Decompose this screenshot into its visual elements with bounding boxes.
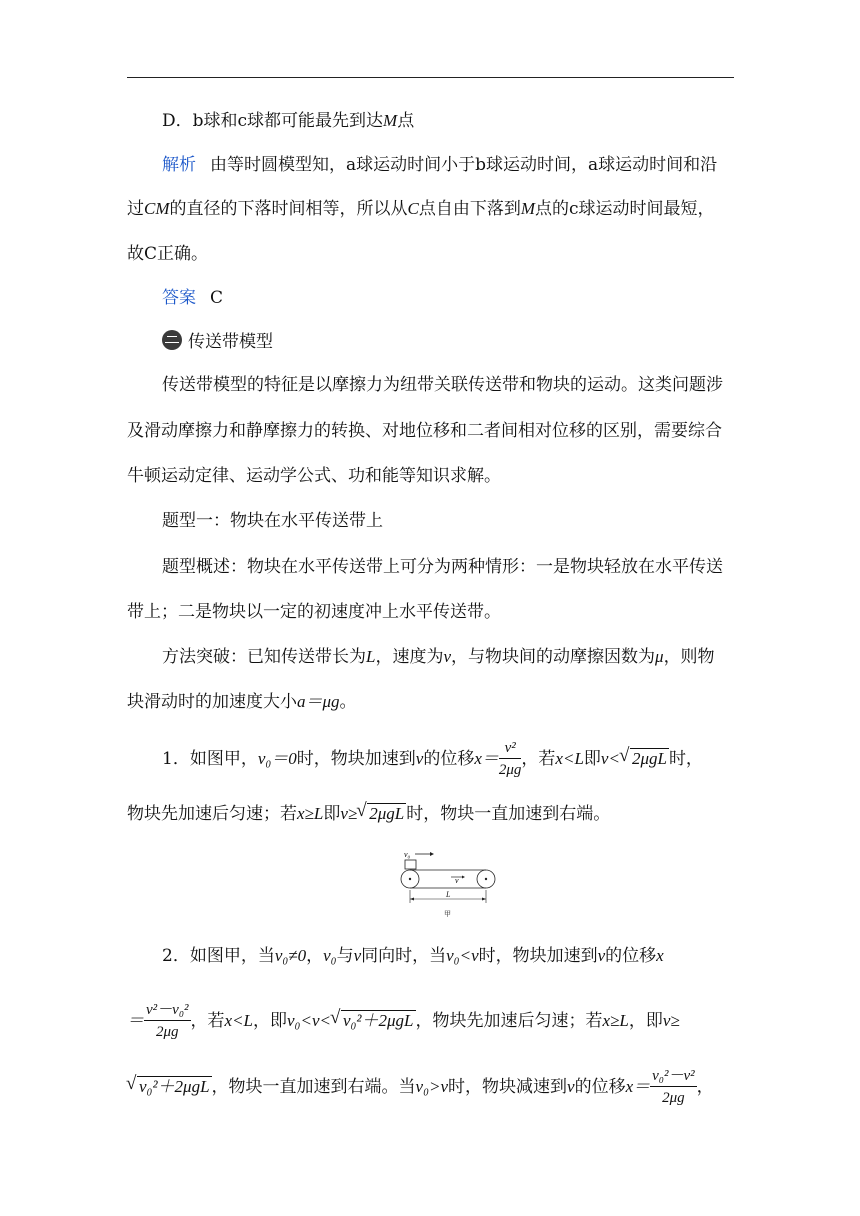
para-text: ，若 <box>190 1011 225 1031</box>
para-text: 即 <box>583 749 601 769</box>
para-var: v <box>415 749 424 768</box>
method-text: ，与物块间的动摩擦因数为 <box>451 647 656 667</box>
figure-label-L: L <box>446 890 451 899</box>
para-formula: x≥L <box>602 1011 629 1030</box>
para-formula: x≥L <box>297 804 324 823</box>
analysis-var: M <box>520 199 536 218</box>
analysis-var: C <box>407 199 419 218</box>
method-var: μ <box>655 647 664 666</box>
analysis-text: 的直径的下落时间相等，所以从 <box>169 199 408 219</box>
header-rule <box>127 77 734 78</box>
fraction-denominator: 2μg <box>498 762 522 778</box>
para-formula: x<L <box>224 1011 254 1030</box>
para-text: 与 <box>336 946 354 966</box>
para-text: ，物块先加速后匀速；若 <box>415 1011 603 1031</box>
analysis-label: 解析 <box>162 155 196 175</box>
para-text: 时，物块加速到 <box>296 749 416 769</box>
para-formula: v₀>v <box>415 1077 449 1096</box>
para-formula: v≥ <box>340 804 358 823</box>
para-text: 2．如图甲，当 <box>162 946 275 966</box>
square-root: √ v₀²＋2μgL <box>137 1076 212 1097</box>
answer-line <box>162 286 223 310</box>
block <box>405 860 416 869</box>
para-text: 物块先加速后匀速；若 <box>127 804 297 824</box>
para2-line-3 <box>127 1066 714 1109</box>
dim-arrow-left <box>410 898 414 901</box>
para-var: v <box>567 1077 575 1096</box>
para-formula: x＝ <box>625 1077 651 1096</box>
option-d <box>162 109 414 133</box>
para-formula: v₀<v< <box>287 1011 331 1030</box>
para-text: 1．如图甲， <box>162 749 258 769</box>
para-text: 即 <box>323 804 341 824</box>
method-text: 块滑动时的加速度大小 <box>127 692 297 712</box>
para2-line-1 <box>162 944 664 968</box>
method-text: ，速度为 <box>375 647 444 667</box>
para-formula: v₀<v <box>446 946 479 965</box>
fraction-denominator: 2μg <box>156 1024 179 1040</box>
para-text: 时，物块一直加速到右端。 <box>406 804 611 824</box>
fraction-numerator: v²－v₀² <box>144 1000 191 1021</box>
square-root: √ v₀²＋2μgL <box>341 1010 416 1031</box>
fraction <box>144 1000 191 1043</box>
para-text: 的位移 <box>605 946 657 966</box>
para-text: ， <box>696 1077 714 1097</box>
para-text: ，即 <box>253 1011 288 1031</box>
para-text: ， <box>306 946 324 966</box>
type-heading: 题型一：物块在水平传送带上 <box>162 511 383 531</box>
analysis-text: 点的c球运动时间最短， <box>535 199 715 219</box>
analysis-text: 过 <box>127 199 144 219</box>
analysis-line-3: 故C正确。 <box>127 244 209 264</box>
intro-line-1: 传送带模型的特征是以摩擦力为纽带关联传送带和物块的运动。这类问题涉 <box>162 375 723 395</box>
para-formula: v₀≠0 <box>274 946 307 965</box>
para-formula: v≥ <box>662 1011 680 1030</box>
option-d-var: M <box>383 111 398 130</box>
section-heading <box>162 330 273 354</box>
left-axle <box>409 878 411 880</box>
para-formula: x＝ <box>474 749 499 768</box>
analysis-text: 点自由下落到 <box>418 199 521 219</box>
section-number-icon <box>162 330 182 350</box>
overview-line-2: 带上；二是物块以一定的初速度冲上水平传送带。 <box>127 602 501 622</box>
method-var: v <box>443 647 452 666</box>
method-line-2 <box>127 690 357 714</box>
fraction <box>650 1066 697 1109</box>
v-arrowhead <box>462 876 465 879</box>
para-text: 的位移 <box>423 749 475 769</box>
section-title: 传送带模型 <box>188 332 273 352</box>
analysis-line-2 <box>127 197 715 221</box>
conveyor-figure <box>398 849 498 925</box>
para-text: 的位移 <box>574 1077 626 1097</box>
fraction-denominator: 2μg <box>662 1090 685 1106</box>
method-line-1 <box>162 645 715 669</box>
para-var: v <box>597 946 606 965</box>
para-formula: x<L <box>555 749 584 768</box>
option-d-tail: 点 <box>397 111 415 131</box>
para-text: ，即 <box>628 1011 663 1031</box>
v0-arrowhead <box>430 852 434 856</box>
fraction-numerator: v₀²－v² <box>650 1066 697 1087</box>
figure-label-v: v <box>455 876 459 885</box>
answer-label: 答案 <box>162 288 196 308</box>
method-var: L <box>366 647 376 666</box>
method-text: ，则物 <box>663 647 715 667</box>
para-var: x <box>656 946 664 965</box>
option-d-text: D．b球和c球都可能最先到达 <box>162 111 384 131</box>
para-text: 时， <box>668 749 703 769</box>
square-root: √ 2μgL <box>367 803 406 824</box>
para-formula: ＝ <box>127 1011 144 1030</box>
fraction-numerator: v² <box>499 738 522 759</box>
right-axle <box>485 878 487 880</box>
analysis-var: CM <box>144 199 170 218</box>
method-text: 。 <box>339 692 357 712</box>
figure-caption: 甲 <box>444 910 451 918</box>
para-var: v₀ <box>323 946 337 965</box>
method-text: 方法突破：已知传送带长为 <box>162 647 366 667</box>
para-var: v <box>353 946 362 965</box>
para-formula: v₀＝0 <box>257 749 297 768</box>
para-text: ，物块一直加速到右端。当 <box>211 1077 416 1097</box>
para2-line-2 <box>127 1000 680 1043</box>
para-text: 时，物块加速到 <box>478 946 598 966</box>
analysis-line-1 <box>162 153 717 177</box>
intro-line-2: 及滑动摩擦力和静摩擦力的转换、对地位移和二者间相对位移的区别，需要综合 <box>127 421 722 441</box>
answer-value: C <box>210 288 224 308</box>
method-formula: a＝μg <box>297 692 340 711</box>
dim-arrow-right <box>482 898 486 901</box>
para1-line-1 <box>162 738 703 781</box>
square-root: √ 2μgL <box>630 748 669 769</box>
overview-line-1: 题型概述：物块在水平传送带上可分为两种情形：一是物块轻放在水平传送 <box>162 557 723 577</box>
figure-label-v0: v₀ <box>404 850 411 859</box>
analysis-text-1: 由等时圆模型知，a球运动时间小于b球运动时间，a球运动时间和沿 <box>210 155 718 175</box>
para-text: ，若 <box>521 749 556 769</box>
intro-line-3: 牛顿运动定律、运动学公式、功和能等知识求解。 <box>127 466 501 486</box>
para1-line-2 <box>127 802 610 826</box>
para-text: 时，物块减速到 <box>448 1077 568 1097</box>
para-formula: v< <box>600 749 620 768</box>
para-text: 同向时，当 <box>361 946 447 966</box>
fraction <box>499 738 522 781</box>
